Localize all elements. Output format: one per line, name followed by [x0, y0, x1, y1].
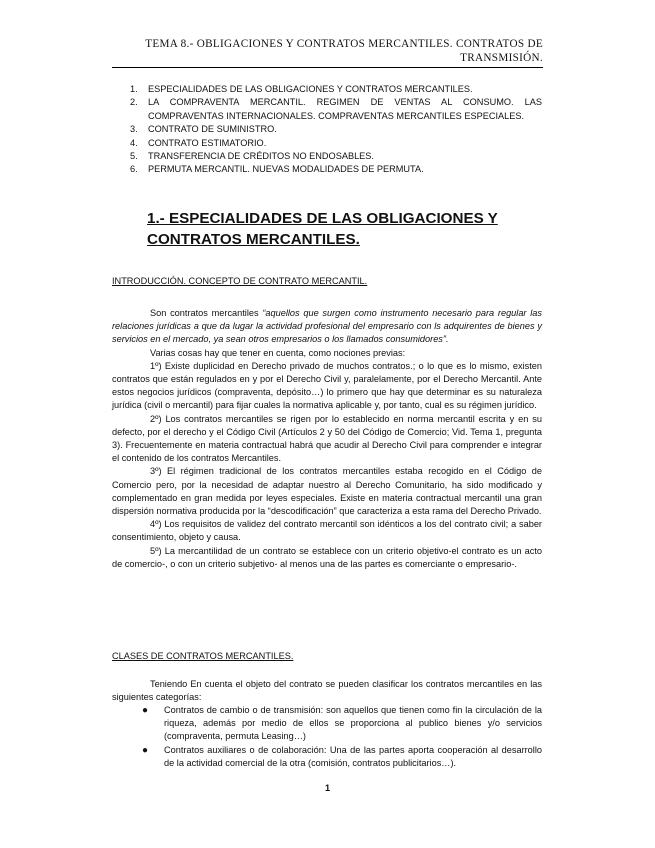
notion-paragraph: 2º) Los contratos mercantiles se rigen por lo establecido en norma mercantil escrita y en su defecto, por el derecho y el Código Civil (Artículos 2 y 50 del Código de Comercio; Vid. Tema 1, pregunta 3). Frecuentemente en materia contractual habrá que acudir al Derecho Civil para comprender e integrar el contenido de los contratos Mercantiles. [112, 413, 542, 464]
toc-text: TRANSFERENCIA DE CRÉDITOS NO ENDOSABLES. [148, 151, 374, 162]
toc-item [130, 150, 542, 163]
running-header-line-1: TEMA 8.- OBLIGACIONES Y CONTRATOS MERCANTILES. CONTRATOS DE [145, 38, 543, 50]
toc-number: 3. [130, 124, 138, 135]
classes-heading: CLASES DE CONTRATOS MERCANTILES. [112, 651, 294, 661]
toc-item [130, 137, 542, 150]
toc-text: CONTRATO ESTIMATORIO. [148, 137, 267, 148]
toc-number: 6. [130, 164, 138, 175]
list-item-text: Contratos auxiliares o de colaboración: Una de las partes aporta cooperación al desarrollo de la actividad comercial de la otra (comisión, contratos publicitarios…). [164, 744, 542, 768]
list-item [142, 704, 542, 744]
notions-intro: Varias cosas hay que tener en cuenta, como nociones previas: [150, 347, 406, 358]
definition-lead: Son contratos mercantiles [150, 308, 263, 318]
toc-text: CONTRATO DE SUMINISTRO. [148, 124, 277, 135]
notion-paragraph: 5º) La mercantilidad de un contrato se establece con un criterio objetivo-el contrato es un acto de comercio-, o con un criterio subjetivo- al menos una de las partes es comerciante o empresario-. [112, 545, 542, 569]
intro-heading: INTRODUCCIÓN. CONCEPTO DE CONTRATO MERCANTIL. [112, 276, 368, 286]
intro-body [112, 307, 542, 571]
definition-quote: “aquellos que surgen como instrumento necesario para regular las relaciones jurídicas a que da lugar la actividad profesional del empresario con ls adquirentes de bienes y servicios en el mercado, ya sean otros empresarios o los llamados consumidores”. [112, 308, 542, 345]
bullet-icon: ● [142, 705, 149, 716]
running-header [123, 37, 543, 65]
notion-paragraph: 3º) El régimen tradicional de los contratos mercantiles estaba recogido en el Código de Comercio pero, por la necesidad de adaptar nuestro al Derecho Comunitario, ha sido modificado y complementado en gran medida por leyes especiales. Existe en materia contractual mercantil una gran dispersión normativa producida por la “descodificación” que caracteriza a esta rama del Derecho Privado. [112, 466, 542, 517]
toc-item [130, 123, 542, 136]
notion-paragraph: 1º) Existe duplicidad en Derecho privado de muchos contratos.; o lo que es lo mismo, existen contratos que están regulados en y por el Derecho Civil y, paralelamente, por el Derecho Mercantil. Ante estos negocios jurídicos (compraventa, depósito…) lo primero que hay que determinar es su naturaleza jurídica (civil o mercantil) para fijar cuales la normativa aplicable y, por tanto, cual es su régimen jurídico. [112, 360, 542, 411]
toc-text: LA COMPRAVENTA MERCANTIL. REGIMEN DE VENTAS AL CONSUMO. LAS COMPRAVENTAS INTERNACIONALES. COMPRAVENTAS MERCANTILES ESPECIALES. [148, 97, 542, 121]
classes-intro-text: Teniendo En cuenta el objeto del contrato se pueden clasificar los contratos mercantiles en las siguientes categorías: [112, 679, 542, 703]
toc-text: ESPECIALIDADES DE LAS OBLIGACIONES Y CONTRATOS MERCANTILES. [148, 84, 473, 94]
page-number: 1 [324, 783, 331, 793]
section-title: 1.- ESPECIALIDADES DE LAS OBLIGACIONES Y CONTRATOS MERCANTILES. [147, 210, 498, 248]
header-divider [112, 67, 543, 68]
definition-paragraph [112, 307, 542, 347]
toc-number: 2. [130, 97, 138, 108]
toc-item [130, 163, 542, 176]
list-item [142, 744, 542, 770]
toc-item [130, 83, 542, 96]
toc-number: 4. [130, 137, 138, 148]
toc-item [130, 96, 542, 123]
classes-list [112, 704, 542, 770]
toc-number: 1. [130, 84, 138, 94]
notion-paragraph: 4º) Los requisitos de validez del contrato mercantil son idénticos a los del contrato civil; a saber consentimiento, objeto y causa. [112, 519, 542, 543]
running-header-line-2: TRANSMISIÓN. [460, 52, 543, 64]
classes-intro [112, 678, 542, 704]
table-of-contents [130, 83, 542, 177]
list-item-text: Contratos de cambio o de transmisión: son aquellos que tienen como fin la circulación de la riqueza, además por medio de ellos se proporciona al publico bienes y/o servicios (compraventa, permuta Leasing…) [164, 705, 542, 742]
toc-text: PERMUTA MERCANTIL. NUEVAS MODALIDADES DE PERMUTA. [148, 164, 424, 175]
bullet-icon: ● [142, 744, 149, 756]
toc-number: 5. [130, 151, 138, 162]
